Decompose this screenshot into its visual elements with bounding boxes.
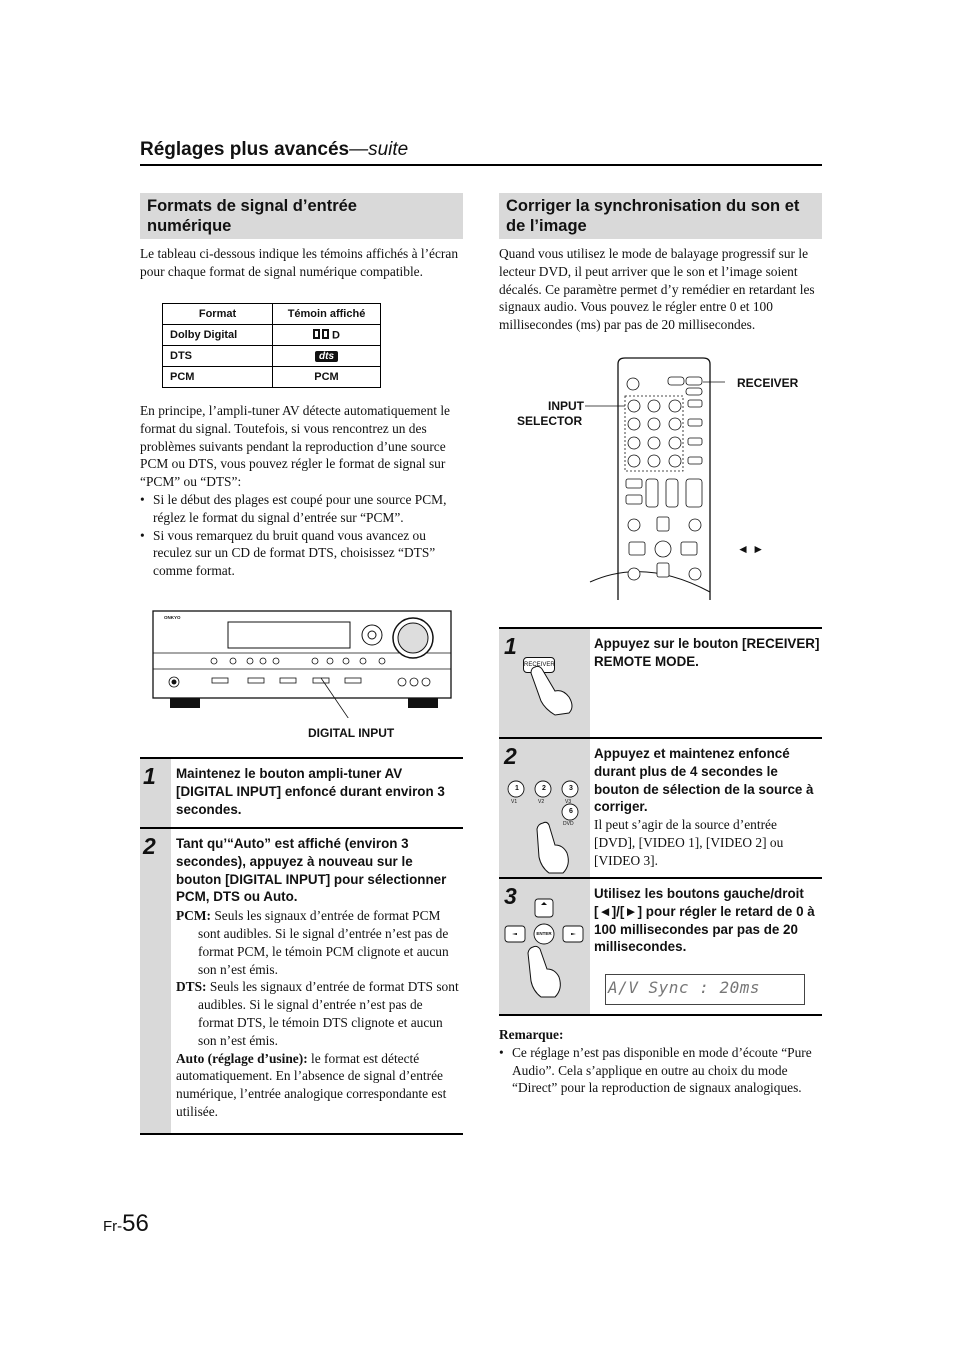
- section-heading-av-sync: [499, 193, 822, 239]
- table-row: [163, 346, 381, 367]
- dolby-logo-icon: [313, 329, 329, 342]
- input-callout: INPUT: [548, 399, 584, 413]
- button-6: 6: [569, 808, 573, 815]
- table-cell: PCM: [273, 367, 381, 388]
- pcm-option: [176, 907, 461, 978]
- button-label: V2: [538, 799, 545, 805]
- table-cell: DTS: [163, 346, 273, 367]
- option-label: Auto (réglage d’usine):: [176, 1050, 308, 1066]
- table-cell: Dolby Digital: [163, 325, 273, 346]
- heading-line: Corriger la synchronisation du son et: [506, 197, 800, 215]
- digital-input-callout: DIGITAL INPUT: [308, 726, 395, 740]
- step-number: 1: [143, 763, 156, 789]
- step-2-right: [499, 737, 822, 879]
- step-illustration-panel: [499, 629, 590, 739]
- page-title-suite: —suite: [349, 139, 409, 160]
- page-prefix: Fr-: [103, 1218, 123, 1235]
- option-text: Seuls les signaux d’entrée de format PCM sont audibles. Si le signal d’entrée n’est pas de format PCM, le témoin PCM clignote et aucun son n’est émis.: [198, 908, 449, 977]
- paragraph-auto-detect: [140, 402, 464, 580]
- button-2: 2: [542, 785, 546, 792]
- heading-line: Formats de signal d’entrée: [147, 197, 357, 215]
- table-cell: PCM: [163, 367, 273, 388]
- step-2-left: [140, 827, 463, 1135]
- step-number: 1: [504, 633, 517, 659]
- button-1: 1: [515, 785, 519, 792]
- remark-title: Remarque:: [499, 1027, 564, 1042]
- button-3: 3: [569, 785, 573, 792]
- heading-line: de l’image: [506, 217, 587, 235]
- brand-logo: ONKYO: [164, 615, 181, 620]
- remark-block: [499, 1026, 822, 1097]
- step-number: 2: [143, 833, 156, 859]
- table-header: Format: [163, 304, 273, 325]
- option-label: DTS:: [176, 979, 207, 995]
- sync-intro: [499, 245, 823, 334]
- arrow-keys-icon: [503, 897, 589, 1007]
- table-header-row: [163, 304, 381, 325]
- receiver-callout: RECEIVER: [737, 376, 799, 390]
- lcd-display: A/V Sync : 20ms: [605, 974, 805, 1005]
- option-label: PCM:: [176, 908, 211, 924]
- step-instruction: Utilisez les boutons gauche/droit [◄]/[►] pour régler le retard de 0 à 100 millisecondes par pas de 20 millisecondes.: [594, 886, 815, 955]
- table-row: [163, 367, 381, 388]
- intro-text: Le tableau ci-dessous indique les témoins affichés à l’écran pour chaque format de signal numérique compatible.: [140, 246, 459, 279]
- format-table: [162, 303, 381, 388]
- step-3-right: [499, 877, 822, 1016]
- option-text: Seuls les signaux d’entrée de format DTS sont audibles. Si le signal d’entrée n’est pas de format DTS, le témoin DTS clignote et aucun son n’est émis.: [198, 979, 459, 1048]
- list-item: • Si vous remarquez du bruit quand vous avancez ou reculez sur un CD de format DTS, choisissez “DTS” comme format.: [140, 527, 464, 580]
- list-item: • Ce réglage n’est pas disponible en mode d’écoute “Pure Audio”. Cela s’applique en outre au choix du mode “Direct” pour la reproduction de signaux analogiques.: [499, 1044, 822, 1097]
- step-1-right: [499, 627, 822, 739]
- step-number: 3: [504, 883, 517, 909]
- step-number-column: [140, 829, 171, 1133]
- remote-illustration: [585, 352, 725, 602]
- paragraph-text: En principe, l’ampli-tuner AV détecte automatiquement le format du signal. Toutefois, si vous rencontrez un des problèmes suivants pendant la reproduction d’une source PCM ou DTS, vous pouvez régler le format de signal sur “PCM” ou “DTS”:: [140, 403, 450, 490]
- dts-logo-icon: dts: [315, 351, 338, 362]
- remark-list: [499, 1044, 822, 1097]
- dolby-indicator: [273, 325, 381, 346]
- receiver-illustration: [150, 608, 455, 718]
- page-title-text: Réglages plus avancés: [140, 139, 350, 160]
- arrow-keys-callout: ◄ ►: [737, 542, 765, 556]
- page-title: [140, 139, 822, 166]
- step-instruction: Tant qu’“Auto” est affiché (environ 3 secondes), appuyez à nouveau sur le bouton [DIGITAL INPUT] pour sélectionner PCM, DTS ou Auto.: [176, 836, 447, 905]
- selector-callout: SELECTOR: [517, 414, 583, 428]
- page-number-value: 56: [122, 1210, 149, 1237]
- step-instruction: Maintenez le bouton ampli-tuner AV [DIGITAL INPUT] enfoncé durant environ 3 secondes.: [176, 766, 445, 817]
- section-heading-digital-formats: [140, 193, 463, 239]
- step-illustration-panel: [499, 739, 590, 879]
- option-text: le format est détecté automatiquement. En l’absence de signal d’entrée numérique, l’entrée analogique correspondante est utilisée.: [176, 1050, 447, 1119]
- intro-text: Quand vous utilisez le mode de balayage progressif sur le lecteur DVD, il peut arriver que le son et l’image soient décalés. Ce paramètre permet d’y remédier en retardant les signaux audio. Vous pouvez le régler entre 0 et 100 millisecondes (ms) par pas de 20 millisecondes.: [499, 246, 815, 333]
- step-note: Il peut s’agir de la source d’entrée [DVD], [VIDEO 1], [VIDEO 2] ou [VIDEO 3].: [594, 817, 784, 868]
- table-header: Témoin affiché: [273, 304, 381, 325]
- step-illustration-panel: [499, 879, 590, 1014]
- step-instruction: Appuyez sur le bouton [RECEIVER] REMOTE MODE.: [594, 636, 820, 669]
- button-label: V3: [565, 799, 572, 805]
- heading-line: numérique: [147, 217, 232, 235]
- bullet-list: [140, 491, 464, 580]
- dts-option: [176, 978, 461, 1049]
- receiver-button: RECEIVER: [523, 657, 555, 673]
- button-label: V1: [511, 799, 518, 805]
- auto-option: [176, 1050, 461, 1121]
- intro-paragraph: [140, 245, 464, 281]
- step-1-left: [140, 757, 463, 828]
- button-label: DVD: [563, 821, 574, 827]
- table-row: [163, 325, 381, 346]
- table-cell: D: [332, 328, 340, 341]
- list-item: • Si le début des plages est coupé pour une source PCM, réglez le format du signal d’entrée sur “PCM”.: [140, 491, 464, 527]
- step-number: 2: [504, 743, 517, 769]
- pressing-finger-icon: [529, 665, 579, 717]
- dts-indicator: [273, 346, 381, 367]
- page-number: [103, 1210, 149, 1238]
- step-instruction: Appuyez et maintenez enfoncé durant plus de 4 secondes le bouton de sélection de la source à corriger.: [594, 746, 814, 815]
- enter-button-label: ENTER: [536, 931, 552, 936]
- step-options: [176, 907, 461, 1121]
